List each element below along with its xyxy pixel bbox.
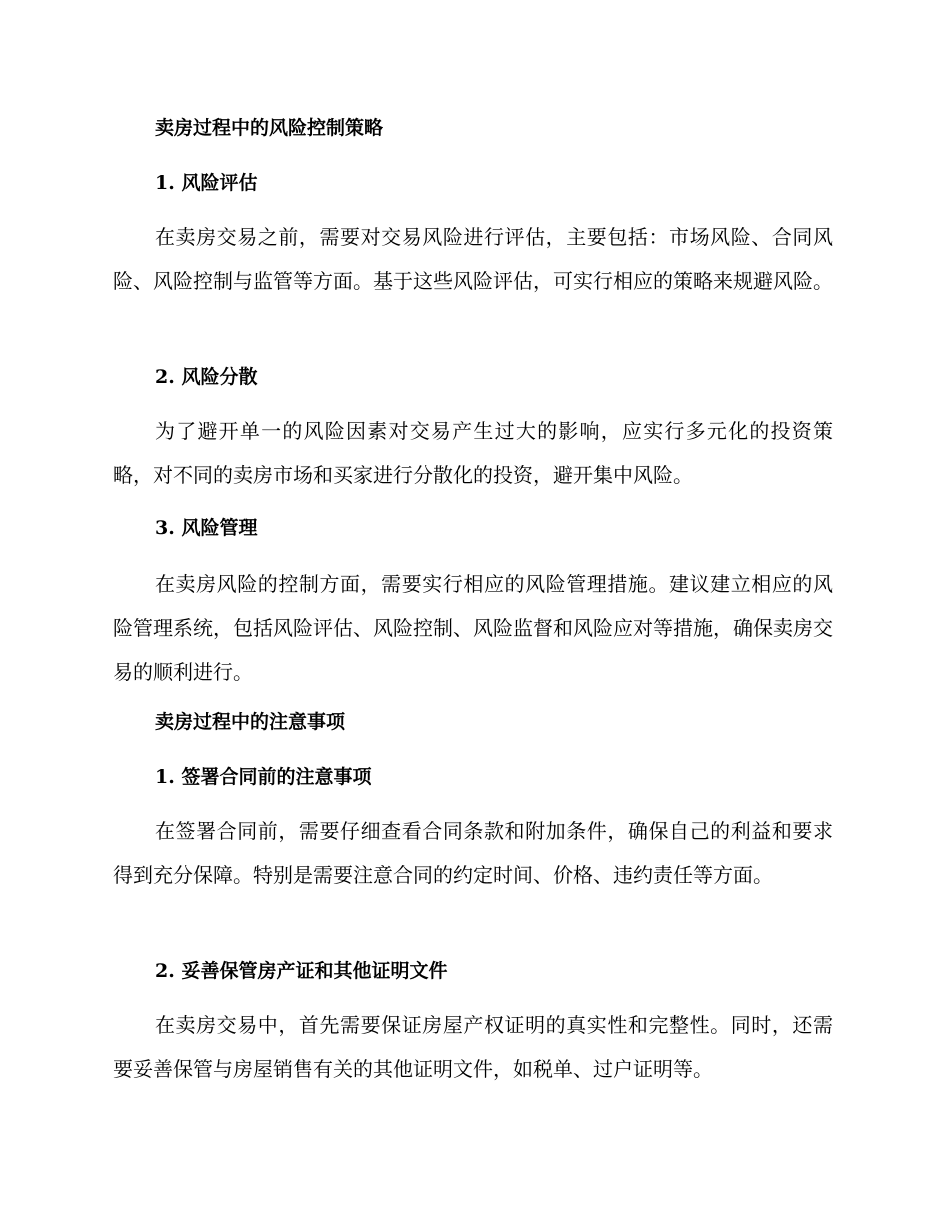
paragraph-risk-diversification: 为了避开单一的风险因素对交易产生过大的影响，应实行多元化的投资策略，对不同的卖房市场和买家进行分散化的投资，避开集中风险。 [113, 419, 833, 487]
paragraph-keep-documents: 在卖房交易中，首先需要保证房屋产权证明的真实性和完整性。同时，还需要妥善保管与房屋销售有关的其他证明文件，如税单、过户证明等。 [113, 1013, 833, 1081]
heading-risk-assessment: 1. 风险评估 [155, 172, 258, 194]
heading-risk-diversification: 2. 风险分散 [155, 366, 258, 388]
heading-risk-management: 3. 风险管理 [155, 517, 258, 539]
section-title-risk-control: 卖房过程中的风险控制策略 [155, 117, 384, 139]
paragraph-before-signing: 在签署合同前，需要仔细查看合同条款和附加条件，确保自己的利益和要求得到充分保障。特别是需要注意合同的约定时间、价格、违约责任等方面。 [113, 819, 833, 887]
paragraph-risk-assessment: 在卖房交易之前，需要对交易风险进行评估，主要包括：市场风险、合同风险、风险控制与监管等方面。基于这些风险评估，可实行相应的策略来规避风险。 [113, 225, 833, 293]
section-title-precautions: 卖房过程中的注意事项 [155, 711, 346, 733]
heading-keep-documents: 2. 妥善保管房产证和其他证明文件 [155, 960, 448, 982]
heading-before-signing: 1. 签署合同前的注意事项 [155, 766, 372, 788]
paragraph-risk-management: 在卖房风险的控制方面，需要实行相应的风险管理措施。建议建立相应的风险管理系统，包括风险评估、风险控制、风险监督和风险应对等措施，确保卖房交易的顺利进行。 [113, 572, 833, 684]
